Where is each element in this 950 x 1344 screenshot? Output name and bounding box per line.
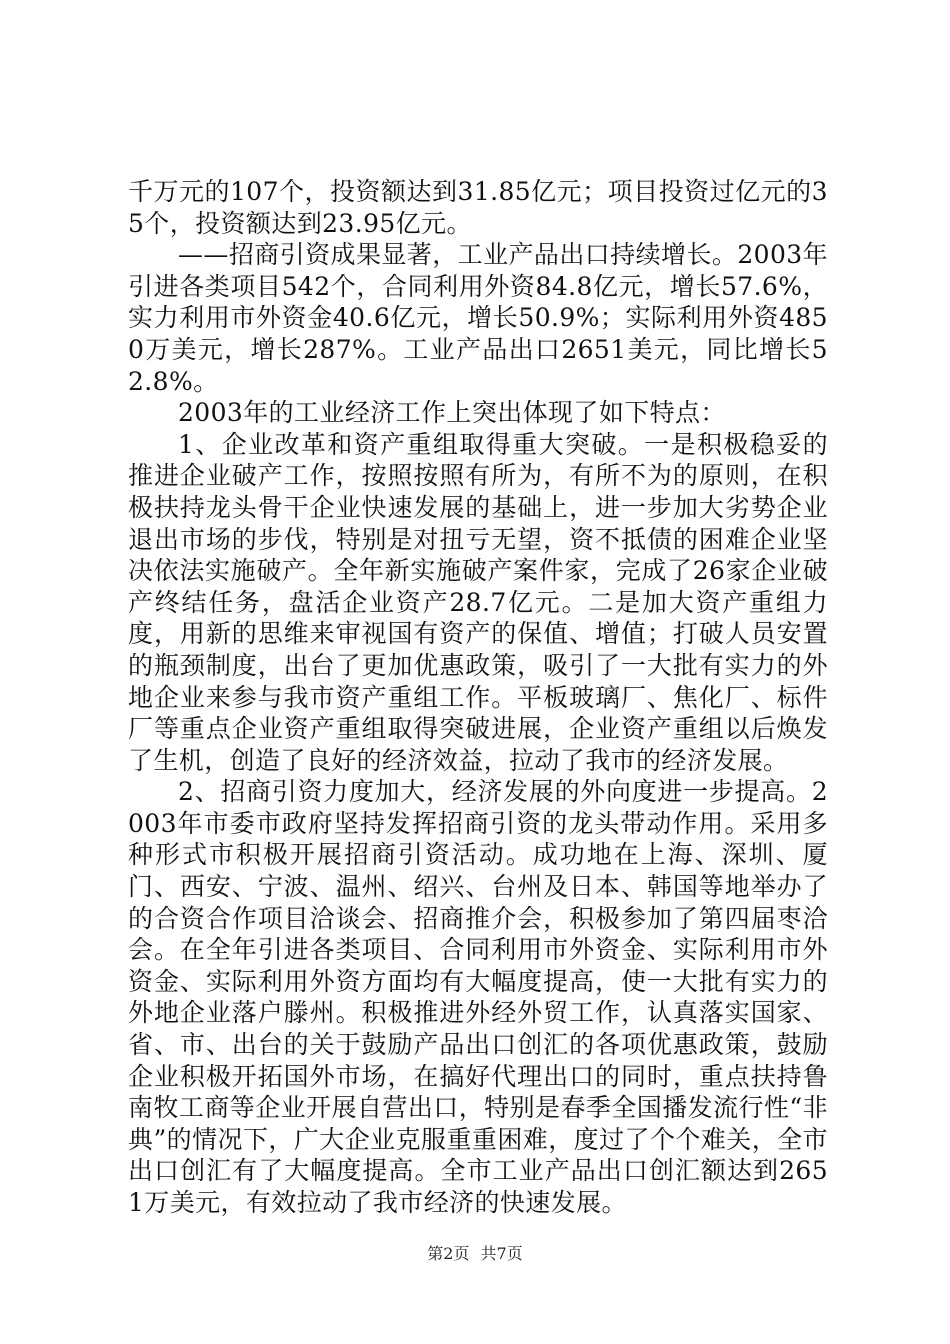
paragraph-features-intro: 2003年的工业经济工作上突出体现了如下特点： <box>178 398 726 428</box>
page-number: 第2页 <box>427 1244 470 1263</box>
paragraph-investment-attraction: 2、招商引资力度加大，经济发展的外向度进一步提高。2003年市委市政府坚持发挥招商引资的龙头带动作用。采用多种形式市积极开展招商引资活动。成功地在上海、深圳、厦门、西安、宁波、温州、绍兴、台州及日本、韩国等地举办了的合资合作项目洽谈会、招商推介会，积极参加了第四届枣洽会。在全年引进各类项目、合同利用市外资金、实际利用市外资金、实际利用外资方面均有大幅度提高，使一大批有实力的外地企业落户滕州。积极推进外经外贸工作，认真落实国家、省、市、出台的关于鼓励产品出口创汇的各项优惠政策，鼓励企业积极开拓国外市场，在搞好代理出口的同时，重点扶持鲁南牧工商等企业开展自营出口，特别是春季全国播发流行性“非典”的情况下，广大企业克服重重困难，度过了个个难关，全市出口创汇有了大幅度提高。全市工业产品出口创汇额达到2651万美元，有效拉动了我市经济的快速发展。 <box>128 777 828 1217</box>
document-body <box>128 176 828 1219</box>
paragraph-continuation: 千万元的107个，投资额达到31.85亿元；项目投资过亿元的35个，投资额达到23.95亿元。 <box>128 177 828 238</box>
paragraph-enterprise-reform: 1、企业改革和资产重组取得重大突破。一是积极稳妥的推进企业破产工作，按照按照有所为，有所不为的原则，在积极扶持龙头骨干企业快速发展的基础上，进一步加大劣势企业退出市场的步伐，特别是对扭亏无望，资不抵债的困难企业坚决依法实施破产。全年新实施破产案件家，完成了26家企业破产终结任务，盘活企业资产28.7亿元。二是加大资产重组力度，用新的思维来审视国有资产的保值、增值；打破人员安置的瓶颈制度，出台了更加优惠政策，吸引了一大批有实力的外地企业来参与我市资产重组工作。平板玻璃厂、焦化厂、标件厂等重点企业资产重组取得突破进展，企业资产重组以后焕发了生机，创造了良好的经济效益，拉动了我市的经济发展。 <box>128 429 828 775</box>
page-total: 共7页 <box>480 1244 523 1263</box>
paragraph-investment-results: ——招商引资成果显著，工业产品出口持续增长。2003年引进各类项目542个，合同利用外资84.8亿元，增长57.6%，实力利用市外资金40.6亿元，增长50.9%；实际利用外资4850万美元，增长287%。工业产品出口2651美元，同比增长52.8%。 <box>128 240 828 396</box>
page-footer <box>0 1244 950 1264</box>
